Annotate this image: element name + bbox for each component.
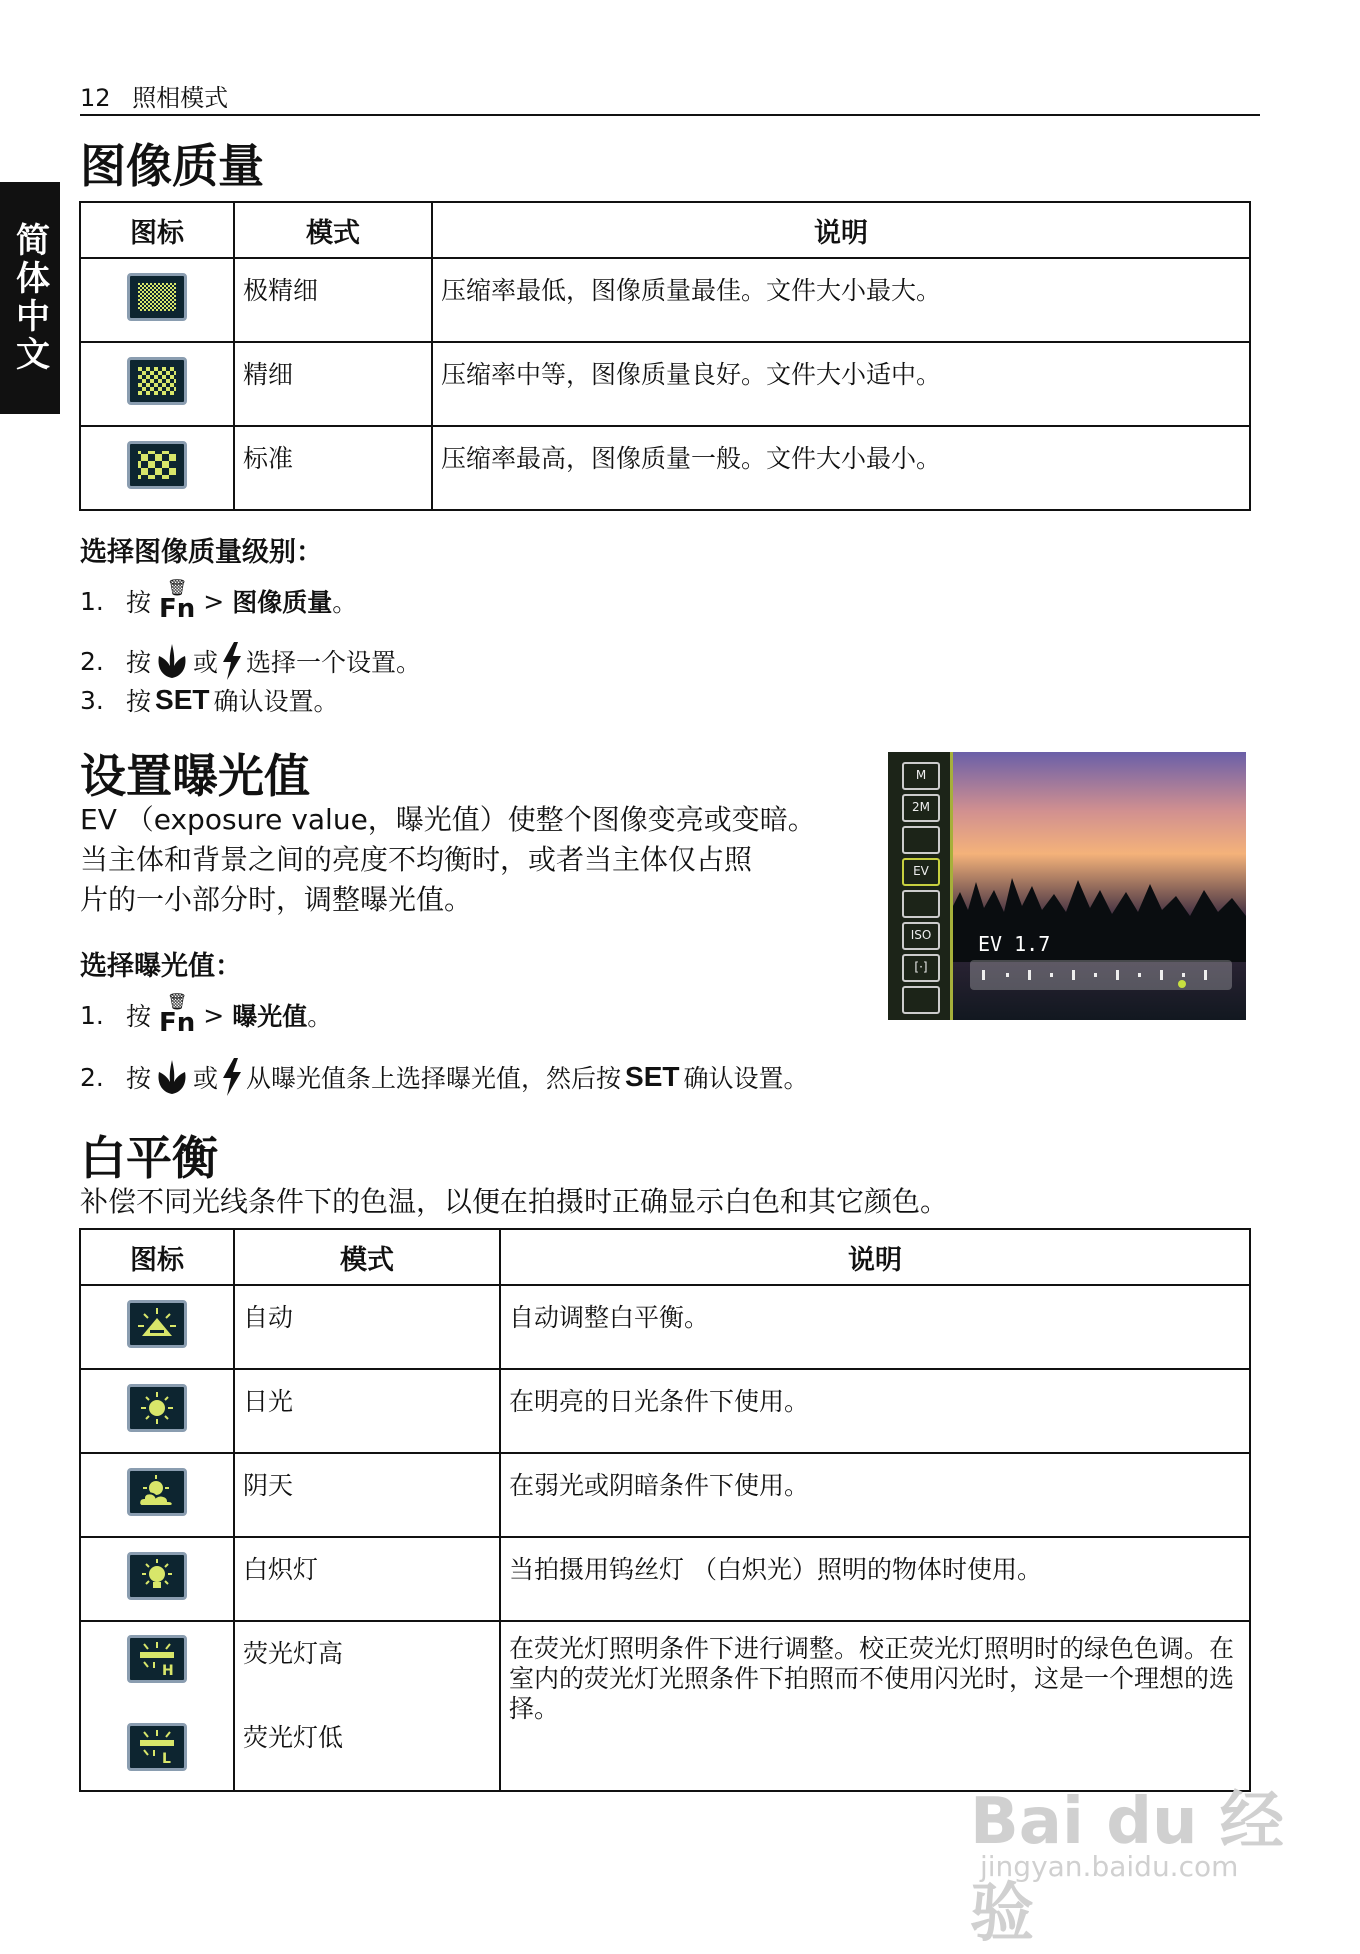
section-title: 照相模式 xyxy=(132,84,229,112)
svg-text:L: L xyxy=(162,1751,171,1765)
desc-cell: 在荧光灯照明条件下进行调整。校正荧光灯照明时的绿色色调。在室内的荧光灯光照条件下拍照而不使用闪光时，这是一个理想的选择。 xyxy=(500,1621,1250,1791)
desc-cell: 压缩率最低，图像质量最佳。文件大小最大。 xyxy=(432,258,1250,342)
col-mode: 模式 xyxy=(234,1229,500,1285)
table-row xyxy=(80,1285,1250,1369)
camera-lcd-preview xyxy=(888,752,1246,1020)
col-mode: 模式 xyxy=(234,202,432,258)
col-desc: 说明 xyxy=(432,202,1250,258)
desc-cell: 在弱光或阴暗条件下使用。 xyxy=(500,1453,1250,1537)
exposure-step-2: 2. 按 或 从曝光值条上选择曝光值，然后按 SET 确认设置。 xyxy=(80,1056,809,1098)
mode-cell: 精细 xyxy=(234,342,432,426)
desc-cell: 当拍摄用钨丝灯 （白炽光）照明的物体时使用。 xyxy=(500,1537,1250,1621)
table-row xyxy=(80,1453,1250,1537)
fn-trash-icon: 🗑 Fn xyxy=(159,992,196,1038)
svg-text:H: H xyxy=(162,1663,174,1677)
desc-cell: 自动调整白平衡。 xyxy=(500,1285,1250,1369)
mode-cell: 阴天 xyxy=(234,1453,500,1537)
fn-trash-icon: 🗑 Fn xyxy=(159,578,196,624)
macro-flower-icon xyxy=(151,640,193,682)
mode-cell: 极精细 xyxy=(234,258,432,342)
image-quality-heading: 图像质量 xyxy=(80,139,264,193)
daylight-icon xyxy=(127,1384,187,1432)
exposure-steps-title: 选择曝光值： xyxy=(80,951,242,982)
set-button-label: SET xyxy=(155,684,210,715)
set-button-label: SET xyxy=(625,1061,680,1092)
table-row xyxy=(80,1369,1250,1453)
quality-step-2: 2. 按 或 选择一个设置。 xyxy=(80,640,421,682)
white-balance-table xyxy=(79,1228,1251,1792)
normal-icon xyxy=(127,441,187,489)
table-row xyxy=(80,426,1250,510)
col-desc: 说明 xyxy=(500,1229,1250,1285)
mode-cell: 标准 xyxy=(234,426,432,510)
ev-slider xyxy=(970,960,1232,990)
macro-flower-icon xyxy=(151,1056,193,1098)
cloudy-icon xyxy=(127,1468,187,1516)
mode-cell: 自动 xyxy=(234,1285,500,1369)
quality-step-1: 1. 按 🗑 Fn > 图像质量 。 xyxy=(80,578,358,624)
page-number: 12 xyxy=(80,84,111,112)
table-row xyxy=(80,342,1250,426)
fluorescent-low-icon xyxy=(127,1723,187,1771)
exposure-heading: 设置曝光值 xyxy=(80,749,310,803)
table-row xyxy=(80,258,1250,342)
desc-cell: 压缩率最高，图像质量一般。文件大小最小。 xyxy=(432,426,1250,510)
exposure-description: EV （exposure value，曝光值）使整个图像变亮或变暗。 当主体和背景之间的亮度不均衡时，或者当主体仅占照 片的一小部分时，调整曝光值。 xyxy=(80,803,816,916)
col-icon: 图标 xyxy=(80,202,234,258)
super-fine-icon xyxy=(127,273,187,321)
mode-cell: 日光 xyxy=(234,1369,500,1453)
image-quality-table xyxy=(79,201,1251,511)
quality-steps-title: 选择图像质量级别： xyxy=(80,537,323,568)
fluorescent-high-icon xyxy=(127,1635,187,1683)
ev-value-label: EV 1.7 xyxy=(978,932,1051,956)
desc-cell: 在明亮的日光条件下使用。 xyxy=(500,1369,1250,1453)
baidu-watermark: Bai du 经验 jingyan.baidu.com xyxy=(970,1785,1284,1951)
page-header xyxy=(80,78,1260,116)
table-header xyxy=(80,1229,1250,1285)
tungsten-icon xyxy=(127,1552,187,1600)
flash-icon xyxy=(218,1056,246,1098)
flash-icon xyxy=(218,640,246,682)
mode-cell: 荧光灯高 荧光灯低 xyxy=(234,1621,500,1791)
fine-icon xyxy=(127,357,187,405)
white-balance-heading: 白平衡 xyxy=(80,1131,218,1185)
awb-icon xyxy=(127,1300,187,1348)
language-tab: 简体中文 xyxy=(0,182,60,414)
desc-cell: 压缩率中等，图像质量良好。文件大小适中。 xyxy=(432,342,1250,426)
exposure-step-1: 1. 按 🗑 Fn > 曝光值 。 xyxy=(80,992,333,1038)
quality-step-3: 3. 按 SET 确认设置。 xyxy=(80,684,339,716)
table-header xyxy=(80,202,1250,258)
white-balance-intro: 补偿不同光线条件下的色温，以便在拍摄时正确显示白色和其它颜色。 xyxy=(80,1185,949,1218)
col-icon: 图标 xyxy=(80,1229,234,1285)
camera-menu-bar: M 2M EV ISO [·] xyxy=(888,752,953,1020)
mode-cell: 白炽灯 xyxy=(234,1537,500,1621)
table-row xyxy=(80,1537,1250,1621)
